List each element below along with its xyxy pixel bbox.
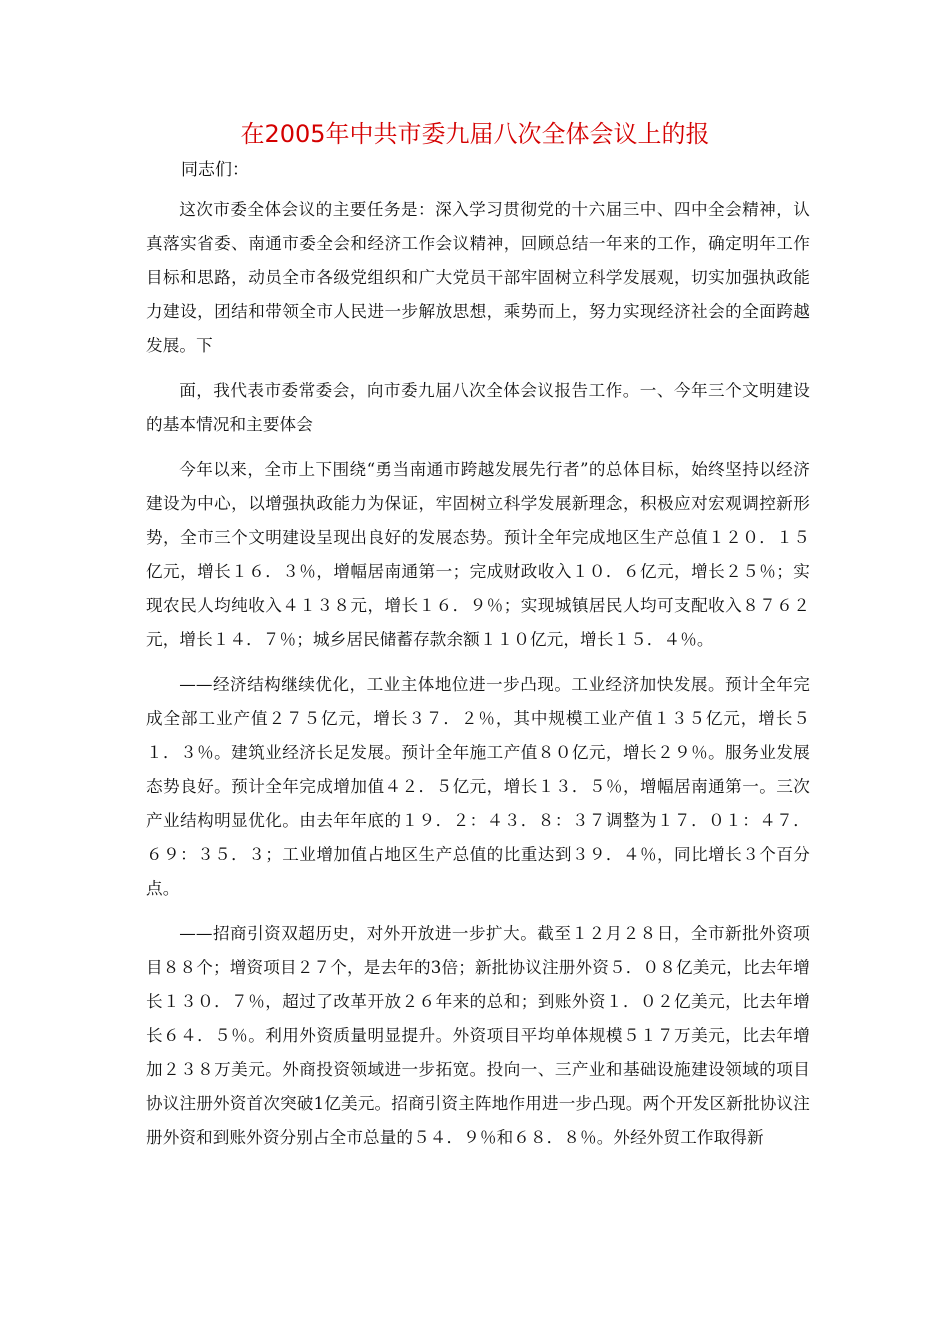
- paragraph-investment: ——招商引资双超历史，对外开放进一步扩大。截至１２月２８日，全市新批外资项目８８个；增资项目２７个，是去年的3倍；新批协议注册外资５．０８亿美元，比去年增长１３０．７％，超过了改革开放２６年来的总和；到账外资１．０２亿美元，比去年增长６４．５％。利用外资质量明显提升。外资项目平均单体规模５１７万美元，比去年增加２３８万美元。外商投资领域进一步拓宽。投向一、三产业和基础设施建设领域的项目协议注册外资首次突破1亿美元。招商引资主阵地作用进一步凸现。两个开发区新批协议注册外资和到账外资分别占全市总量的５４．９％和６８．８％。外经外贸工作取得新: [146, 924, 810, 1147]
- paragraph-overview: 今年以来，全市上下围绕“勇当南通市跨越发展先行者”的总体目标，始终坚持以经济建设为中心，以增强执政能力为保证，牢固树立科学发展新理念，积极应对宏观调控新形势，全市三个文明建设呈现出良好的发展态势。预计全年完成地区生产总值１２０．１５亿元，增长１６．３％，增幅居南通第一；完成财政收入１０．６亿元，增长２５％；实现农民人均纯收入４１３８元，增长１６．９％；实现城镇居民人均可支配收入８７６２元，增长１４．７％；城乡居民储蓄存款余额１１０亿元，增长１５．４％。: [146, 460, 810, 649]
- document-title: 在2005年中共市委九届八次全体会议上的报: [240, 120, 710, 148]
- paragraph-report-heading: 面，我代表市委常委会，向市委九届八次全体会议报告工作。一、今年三个文明建设的基本情况和主要体会: [146, 381, 810, 434]
- salutation: 同志们：: [181, 160, 249, 180]
- paragraph-economic-structure: ——经济结构继续优化，工业主体地位进一步凸现。工业经济加快发展。预计全年完成全部工业产值２７５亿元，增长３７．２％，其中规模工业产值１３５亿元，增长５１．３％。建筑业经济长足发展。预计全年施工产值８０亿元，增长２９％。服务业发展态势良好。预计全年完成增加值４２．５亿元，增长１３．５％，增幅居南通第一。三次产业结构明显优化。由去年年底的１９．２：４３．８：３７调整为１７．０１：４７．６９：３５．３；工业增加值占地区生产总值的比重达到３９．４％，同比增长３个百分点。: [146, 675, 810, 898]
- document-body: [146, 193, 810, 1166]
- paragraph-intro: 这次市委全体会议的主要任务是：深入学习贯彻党的十六届三中、四中全会精神，认真落实省委、南通市委全会和经济工作会议精神，回顾总结一年来的工作，确定明年工作目标和思路，动员全市各级党组织和广大党员干部牢固树立科学发展观，切实加强执政能力建设，团结和带领全市人民进一步解放思想，乘势而上，努力实现经济社会的全面跨越发展。下: [146, 200, 810, 355]
